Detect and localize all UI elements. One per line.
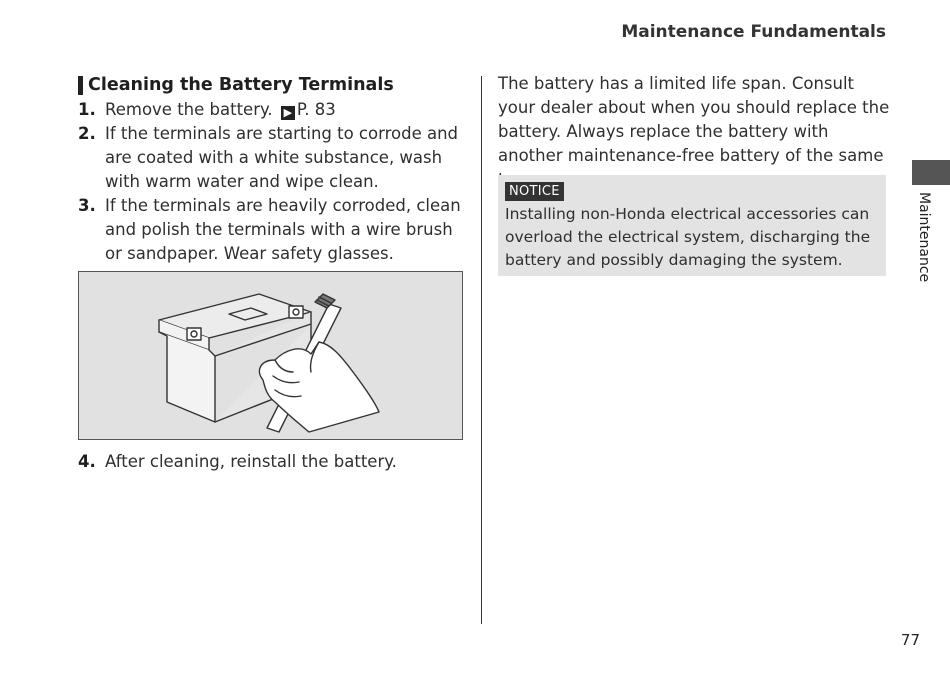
step-item bbox=[78, 98, 470, 122]
section-heading bbox=[78, 75, 394, 95]
column-divider bbox=[481, 76, 482, 624]
steps-list bbox=[78, 98, 470, 266]
step-item bbox=[78, 450, 497, 474]
battery-brush-drawing bbox=[79, 272, 464, 441]
step-item bbox=[78, 194, 470, 266]
page-reference-link[interactable]: P. 83 bbox=[296, 100, 336, 119]
step-number: 2. bbox=[78, 124, 96, 143]
section-tab-marker bbox=[912, 160, 950, 185]
page-header-title: Maintenance Fundamentals bbox=[621, 22, 886, 42]
step-number: 1. bbox=[78, 100, 96, 119]
step-text: If the terminals are starting to corrode and are coated with a white substance, wash with warm water and wipe clean. bbox=[105, 124, 459, 191]
step-text: Remove the battery. bbox=[105, 100, 273, 119]
battery-lifespan-paragraph: The battery has a limited life span. Consult your dealer about when you should replace the battery. Always replace the battery with another maintenance-free battery of the same bbox=[498, 74, 890, 165]
step-item bbox=[78, 122, 470, 194]
arrow-right-icon: ▶ bbox=[281, 106, 295, 120]
section-title-text: Cleaning the Battery Terminals bbox=[88, 75, 394, 95]
page-number: 77 bbox=[900, 631, 920, 649]
section-tab-label: Maintenance bbox=[916, 192, 932, 283]
step-text: If the terminals are heavily corroded, clean and polish the terminals with a wire brush or sandpaper. Wear safety glasses. bbox=[105, 196, 461, 263]
step-text: After cleaning, reinstall the battery. bbox=[105, 452, 397, 471]
step-number: 4. bbox=[78, 452, 96, 471]
notice-label: NOTICE bbox=[505, 182, 564, 201]
notice-text: Installing non-Honda electrical accessories can overload the electrical system, discharging the battery and possibly damaging the system. bbox=[505, 205, 871, 269]
step-number: 3. bbox=[78, 196, 96, 215]
notice-box bbox=[498, 175, 886, 276]
battery-cleaning-illustration bbox=[78, 271, 463, 440]
heading-bar-icon bbox=[78, 76, 83, 95]
